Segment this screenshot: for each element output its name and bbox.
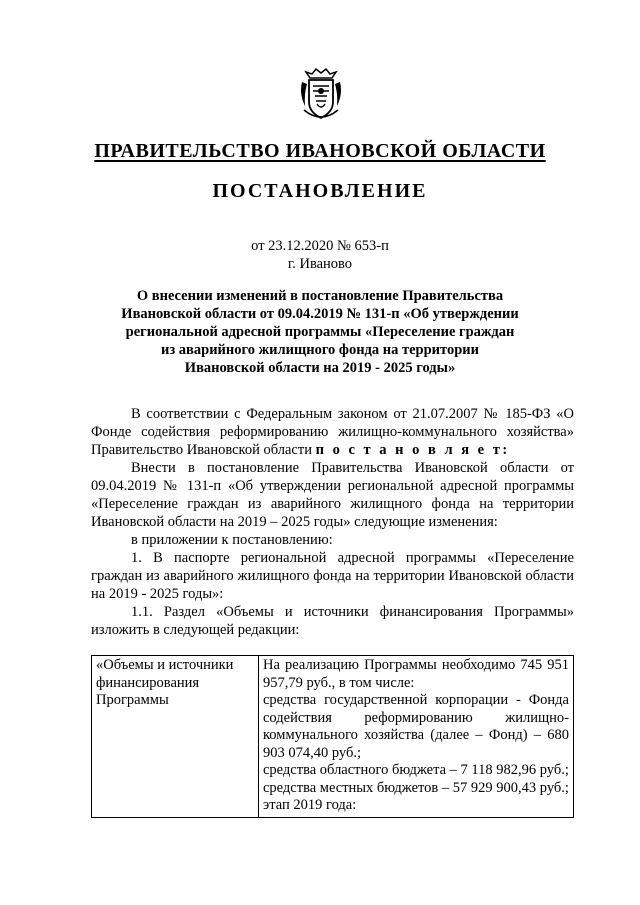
table-line: средства областного бюджета – 7 118 982,96 руб.; xyxy=(263,762,569,778)
paragraph-2: Внести в постановление Правительства Ивановской области от 09.04.2019 № 131-п «Об утверждении региональной адресной программы «Переселение граждан из аварийного жилищного фонда на территории Ивановской области на 2019 – 2025 годы» следующие изменения: xyxy=(91,460,574,530)
table-line: средства государственной корпорации - Фонда содействия реформированию жилищно-коммунального хозяйства (далее – Фонд) – 680 903 074,40 руб.; xyxy=(263,692,569,761)
resolve-keyword: п о с т а н о в л я е т: xyxy=(315,442,510,458)
coat-of-arms-icon xyxy=(296,64,346,124)
document-type: ПОСТАНОВЛЕНИЕ xyxy=(212,180,428,202)
date-number: от 23.12.2020 № 653-п xyxy=(251,238,389,254)
paragraph-1-text: В соответствии с Федеральным законом от 21.07.2007 № 185-ФЗ «О Фонде содействия реформированию жилищно-коммунального хозяйства» Правительство Ивановской области xyxy=(91,406,574,458)
document-meta xyxy=(0,237,640,273)
paragraph-3: в приложении к постановлению: xyxy=(131,532,333,548)
document-subject: О внесении изменений в постановление Правительства Ивановской области от 09.04.2019 № 131-п «Об утверждении региональной адресной программы «Переселение граждан из аварийного жилищного фонда на территории Ивановской области на 2019 - 2025 годы» xyxy=(121,288,519,376)
table-label-cell: «Объемы и источники финансирования Программы xyxy=(92,656,259,818)
city: г. Иваново xyxy=(287,256,353,272)
organization-title xyxy=(0,140,640,163)
table-row xyxy=(92,656,574,818)
table-line: этап 2019 года: xyxy=(263,797,357,813)
organization-name: ПРАВИТЕЛЬСТВО ИВАНОВСКОЙ ОБЛАСТИ xyxy=(94,140,546,162)
financing-table xyxy=(91,655,574,818)
table-line: На реализацию Программы необходимо 745 951 957,79 руб., в том числе: xyxy=(263,657,569,691)
paragraph-1 xyxy=(91,405,574,459)
table-line: средства местных бюджетов – 57 929 900,43 руб.; xyxy=(263,779,569,796)
paragraph-5: 1.1. Раздел «Объемы и источники финансирования Программы» изложить в следующей редакции: xyxy=(91,604,574,638)
document-body xyxy=(91,405,574,639)
paragraph-4: 1. В паспорте региональной адресной программы «Переселение граждан из аварийного жилищного фонда на территории Ивановской области на 2019 - 2025 годы»: xyxy=(91,550,574,602)
table-value-cell xyxy=(259,656,574,818)
